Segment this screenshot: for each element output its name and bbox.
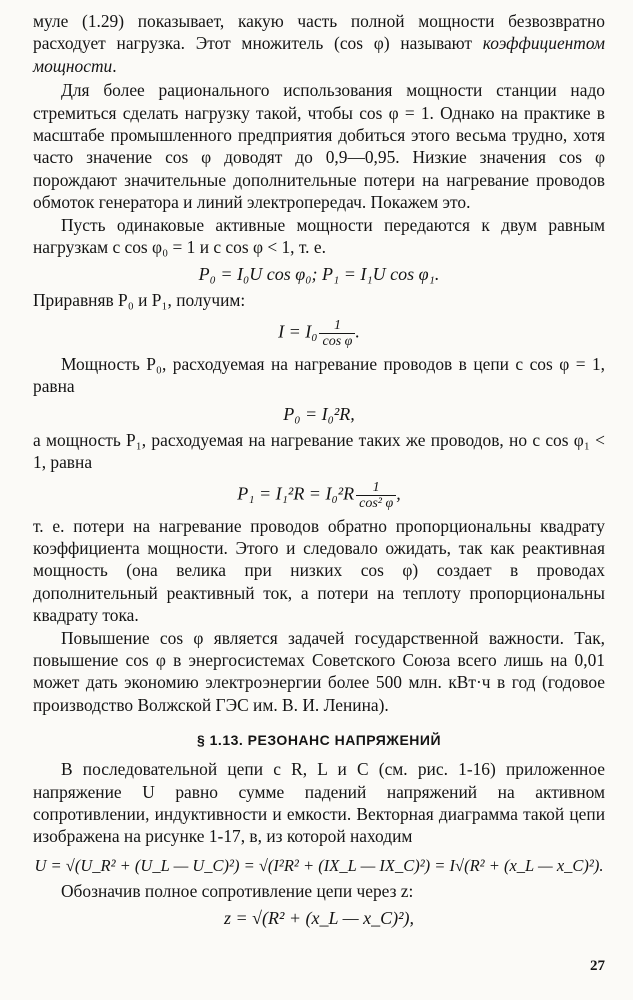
paragraph-text: . xyxy=(112,55,117,76)
page-number: 27 xyxy=(590,958,605,974)
fraction xyxy=(319,318,355,349)
formula-part: , xyxy=(396,483,401,504)
paragraph xyxy=(33,10,605,77)
fraction-numerator: 1 xyxy=(356,480,396,496)
paragraph: Приравняв P₀ и P₁, получим: xyxy=(33,290,246,311)
section-heading: § 1.13. РЕЗОНАНС НАПРЯЖЕНИЙ xyxy=(196,732,442,749)
formula-impedance: z = √(R² + (x_L — x_C)²), xyxy=(223,908,415,929)
paragraph-text: муле (1.29) показывает, какую часть полной мощности безвозвратно расходует нагрузка. Этот множитель (cos φ) называют xyxy=(33,11,605,54)
formula-p0: P₀ = I₀²R, xyxy=(283,403,355,424)
formula-p1 xyxy=(33,480,605,511)
paragraph: а мощность P₁, расходуемая на нагревание таких же проводов, но с cos φ₁ < 1, равна xyxy=(33,429,605,473)
fraction xyxy=(356,480,396,511)
formula-part: . xyxy=(355,321,360,342)
formula-part: P₁ = I₁²R = I₀²R xyxy=(237,483,355,504)
formula-power: P₀ = I₀U cos φ₀; P₁ = I₁U cos φ₁. xyxy=(198,264,440,285)
formula-part: I = I₀ xyxy=(278,321,318,342)
term-italic: коэффициентом мощности xyxy=(33,33,605,76)
fraction-denominator: cos² φ xyxy=(359,495,394,511)
paragraph: Для более рационального использования мощности станции надо стремиться сделать нагрузку такой, чтобы cos φ = 1. Однако на практике в масштабе промышленного предприятия добиться этого весьма трудно, хотя часто значение cos φ доводят до 0,9—0,95. Низкие значения cos φ порождают значительные дополнительные потери на нагревание проводов обмоток генератора и линий электропередач. Покажем это. xyxy=(33,80,605,213)
paragraph: Пусть одинаковые активные мощности передаются к двум равным нагрузкам с cos φ₀ = 1 и с cos φ < 1, т. е. xyxy=(33,214,605,258)
paragraph: т. е. потери на нагревание проводов обратно пропорциональны квадрату коэффициента мощности. Этого и следовало ожидать, так как реактивная мощность (она велика при низких cos φ) создает в проводах дополнительный реактивный ток, а потери на теплоту пропорциональны квадрату тока. xyxy=(33,515,605,626)
paragraph: Повышение cos φ является задачей государственной важности. Так, повышение cos φ в энергосистемах Советского Союза всего лишь на 0,01 может дать экономию электроэнергии более 500 млн. кВт·ч в год (годовое производство Волжской ГЭС им. В. И. Ленина). xyxy=(33,627,605,715)
paragraph: Обозначив полное сопротивление цепи через z: xyxy=(61,880,414,901)
formula-voltage: U = √(U_R² + (U_L — U_C)²) = √(I²R² + (IX_L — IX_C)²) = I√(R² + (x_L — x_C)²). xyxy=(34,855,604,875)
paragraph: В последовательной цепи с R, L и C (см. рис. 1-16) приложенное напряжение U равно сумме падений напряжений на активном сопротивлении, индуктивности и емкости. Векторная диаграмма такой цепи изображена на рисунке 1-17, в, из которой находим xyxy=(33,759,605,847)
fraction-numerator: 1 xyxy=(319,318,355,334)
formula-current xyxy=(33,318,605,349)
paragraph: Мощность P₀, расходуемая на нагревание проводов в цепи с cos φ = 1, равна xyxy=(33,353,605,397)
fraction-denominator: cos φ xyxy=(322,333,353,349)
